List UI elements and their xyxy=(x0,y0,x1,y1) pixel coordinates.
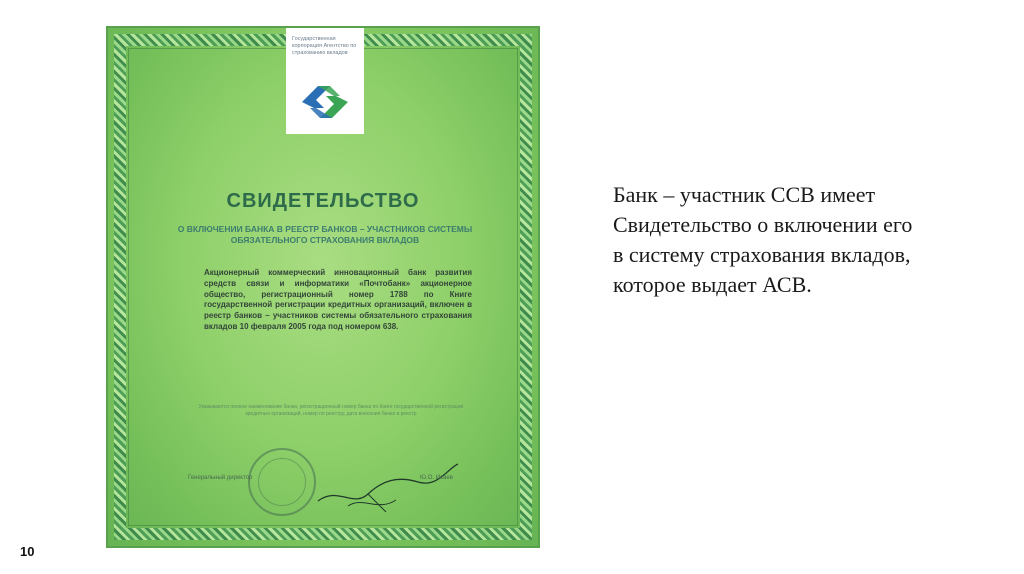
certificate-subtitle: О ВКЛЮЧЕНИИ БАНКА В РЕЕСТР БАНКОВ – УЧАСТНИКОВ СИСТЕМЫ ОБЯЗАТЕЛЬНОГО СТРАХОВАНИЯ ВКЛАДОВ xyxy=(177,224,473,245)
handwritten-signature xyxy=(308,446,468,516)
official-seal-stamp xyxy=(248,448,316,516)
agency-logo-panel xyxy=(286,28,364,134)
certificate-title: СВИДЕТЕЛЬСТВО xyxy=(226,190,420,212)
signer-role-label: Генеральный директор xyxy=(188,475,253,481)
caption-line: которое выдает АСВ. xyxy=(613,272,812,297)
certificate-body-text: Акционерный коммерческий инновационный банк развития средств связи и информатики «Почтобанк» акционерное общество, регистрационный номер 1788 по Книге государственной регистрации кредитных организаций, включен в реестр банков – участников системы обязательного страхования вкладов 10 февраля 2005 года под номером 638. xyxy=(204,268,472,331)
agency-logo-text: Государственная корпорация Агентство по страхованию вкладов xyxy=(292,36,357,56)
slide-page-number: 10 xyxy=(20,544,35,559)
caption-line: Банк – участник ССВ имеет xyxy=(613,182,876,207)
caption-line: в систему страхования вкладов, xyxy=(613,242,911,267)
caption-line: Свидетельство о включении его xyxy=(613,212,913,237)
slide-caption xyxy=(613,180,993,300)
certificate-footnote: Указываются полное наименование банка, регистрационный номер банка по Книге государственной регистрации кредитных организаций, номер по реестру, дата внесения банка в реестр xyxy=(198,404,464,417)
agency-logo-icon xyxy=(296,80,354,124)
signer-name-label: Ю.О. Исаев xyxy=(420,475,453,481)
certificate-image xyxy=(106,26,540,548)
